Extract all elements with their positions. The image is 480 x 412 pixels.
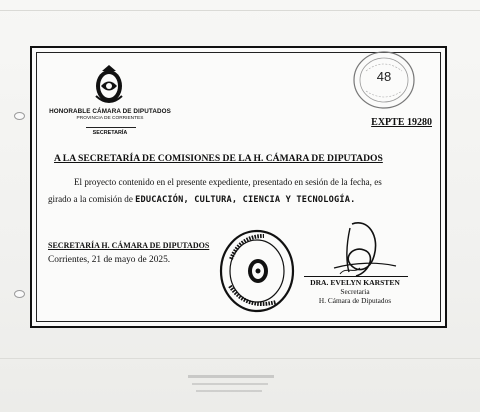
file-number: EXPTE 19280 [371,117,432,128]
official-seal [218,228,296,314]
body-line-2 [48,194,355,205]
handwritten-signature [316,216,398,282]
page-crease [0,358,480,359]
body-line-1: El proyecto contenido en el presente expediente, presentado en sesión de la fecha, es [74,177,382,187]
commission-name: EDUCACIÓN, CULTURA, CIENCIA Y TECNOLOGÍA. [135,195,356,205]
punch-hole [14,112,25,120]
signer-name: DRA. EVELYN KARSTEN [310,278,400,287]
reverse-side-bleed-through [186,371,276,401]
divider [86,127,136,128]
signer-org: H. Cámara de Diputados [318,296,392,305]
signer-role: Secretaria [340,287,370,296]
org-province: PROVINCIA DE CORRIENTES [76,116,144,121]
folio-number: 48 [376,69,392,84]
addressee: A LA SECRETARÍA DE COMISIONES DE LA H. CÁMARA DE DIPUTADOS [54,153,383,164]
coat-of-arms-icon [92,62,126,106]
department-line: SECRETARÍA H. CÁMARA DE DIPUTADOS [48,241,210,250]
org-department: SECRETARÍA [92,130,128,136]
page-edge [0,10,480,11]
place-date: Corrientes, 21 de mayo de 2025. [48,255,171,265]
punch-hole [14,290,25,298]
body-line-2-prefix: girado a la comisión de [48,194,136,204]
signature-line [304,276,408,277]
org-name: HONORABLE CÁMARA DE DIPUTADOS [49,108,171,115]
